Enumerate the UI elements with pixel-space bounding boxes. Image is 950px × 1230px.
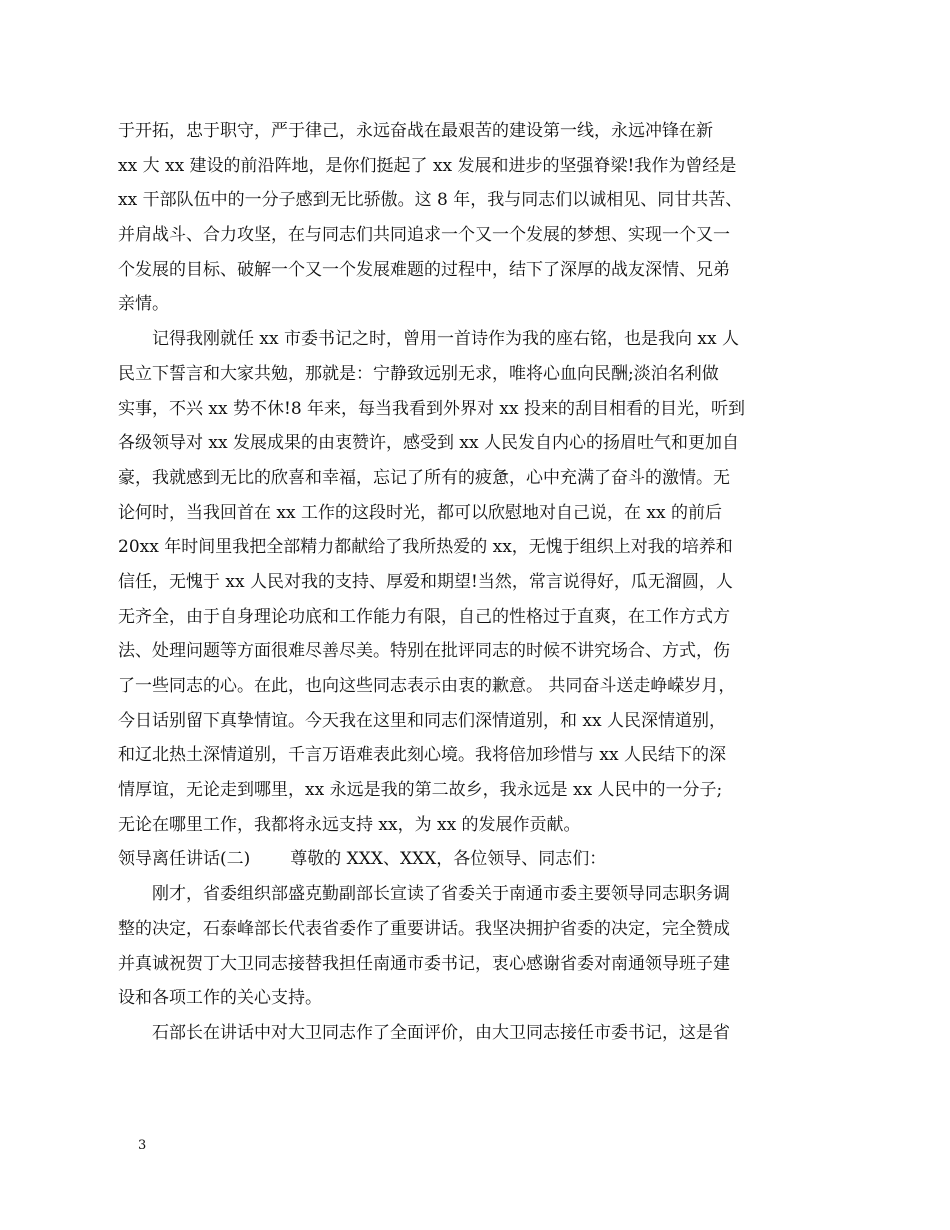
text-line: 法、处理问题等方面很难尽善尽美。特别在批评同志的时候不讲究场合、方式，伤 xyxy=(118,641,730,662)
text-line: 和辽北热土深情道别，千言万语难表此刻心境。我将倍加珍惜与 xx 人民结下的深 xyxy=(118,745,726,766)
page-number: 3 xyxy=(138,1138,147,1153)
paragraph-first-line: 记得我刚就任 xx 市委书记之时，曾用一首诗作为我的座右铭，也是我向 xx 人 xyxy=(152,329,739,350)
text-line: 亲情。 xyxy=(118,294,169,315)
text-line: 并肩战斗、合力攻坚，在与同志们共同追求一个又一个发展的梦想、实现一个又一 xyxy=(118,225,730,246)
section-heading-line xyxy=(118,842,830,877)
text-line: xx 干部队伍中的一分子感到无比骄傲。这 8 年，我与同志们以诚相见、同甘共苦、 xyxy=(118,190,743,211)
text-line: 整的决定，石泰峰部长代表省委作了重要讲话。我坚决拥护省委的决定，完全赞成 xyxy=(118,918,730,939)
text-line: 无齐全，由于自身理论功底和工作能力有限，自己的性格过于直爽，在工作方式方 xyxy=(118,606,730,627)
text-line: 了一些同志的心。在此，也向这些同志表示由衷的歉意。 共同奋斗送走峥嵘岁月， xyxy=(118,676,736,696)
text-line: 无论在哪里工作，我都将永远支持 xx，为 xx 的发展作贡献。 xyxy=(118,814,581,835)
text-line: 豪，我就感到无比的欣喜和幸福，忘记了所有的疲惫，心中充满了奋斗的激情。无 xyxy=(118,467,730,488)
text-line: 实事，不兴 xx 势不休!8 年来，每当我看到外界对 xx 投来的刮目相看的目光，听到 xyxy=(118,398,746,419)
section-heading: 领导离任讲话(二) xyxy=(118,849,251,870)
text-line: 今日话别留下真挚情谊。今天我在这里和同志们深情道别，和 xx 人民深情道别， xyxy=(118,710,726,731)
document-body xyxy=(118,114,830,1051)
text-line: 民立下誓言和大家共勉，那就是：宁静致远别无求，唯将心血向民酬;淡泊名利做 xyxy=(118,363,719,384)
text-line: 并真诚祝贺丁大卫同志接替我担任南通市委书记，衷心感谢省委对南通领导班子建 xyxy=(118,953,730,974)
paragraph-first-line: 刚才，省委组织部盛克勤副部长宣读了省委关于南通市委主要领导同志职务调 xyxy=(152,884,730,905)
text-line: 情厚谊，无论走到哪里，xx 永远是我的第二故乡，我永远是 xx 人民中的一分子; xyxy=(118,780,723,801)
text-line: 各级领导对 xx 发展成果的由衷赞许，感受到 xx 人民发自内心的扬眉吐气和更加自 xyxy=(118,433,739,454)
paragraph-first-line: 石部长在讲话中对大卫同志作了全面评价，由大卫同志接任市委书记，这是省 xyxy=(152,1022,730,1043)
section-greeting: 尊敬的 XXX、XXX，各位领导、同志们： xyxy=(290,849,607,870)
text-line: 个发展的目标、破解一个又一个发展难题的过程中，结下了深厚的战友深情、兄弟 xyxy=(118,259,730,280)
text-line: 信任，无愧于 xx 人民对我的支持、厚爱和期望!当然，常言说得好，瓜无溜圆，人 xyxy=(118,571,733,592)
text-line: 论何时，当我回首在 xx 工作的这段时光，都可以欣慰地对自己说，在 xx 的前后 xyxy=(118,502,722,523)
text-line: 设和各项工作的关心支持。 xyxy=(118,988,322,1009)
text-line: 于开拓，忠于职守，严于律己，永远奋战在最艰苦的建设第一线，永远冲锋在新 xyxy=(118,121,713,141)
text-line: xx 大 xx 建设的前沿阵地，是你们挺起了 xx 发展和进步的坚强脊梁!我作为曾经是 xyxy=(118,155,737,176)
text-line: 20xx 年时间里我把全部精力都献给了我所热爱的 xx，无愧于组织上对我的培养和 xyxy=(118,537,733,558)
